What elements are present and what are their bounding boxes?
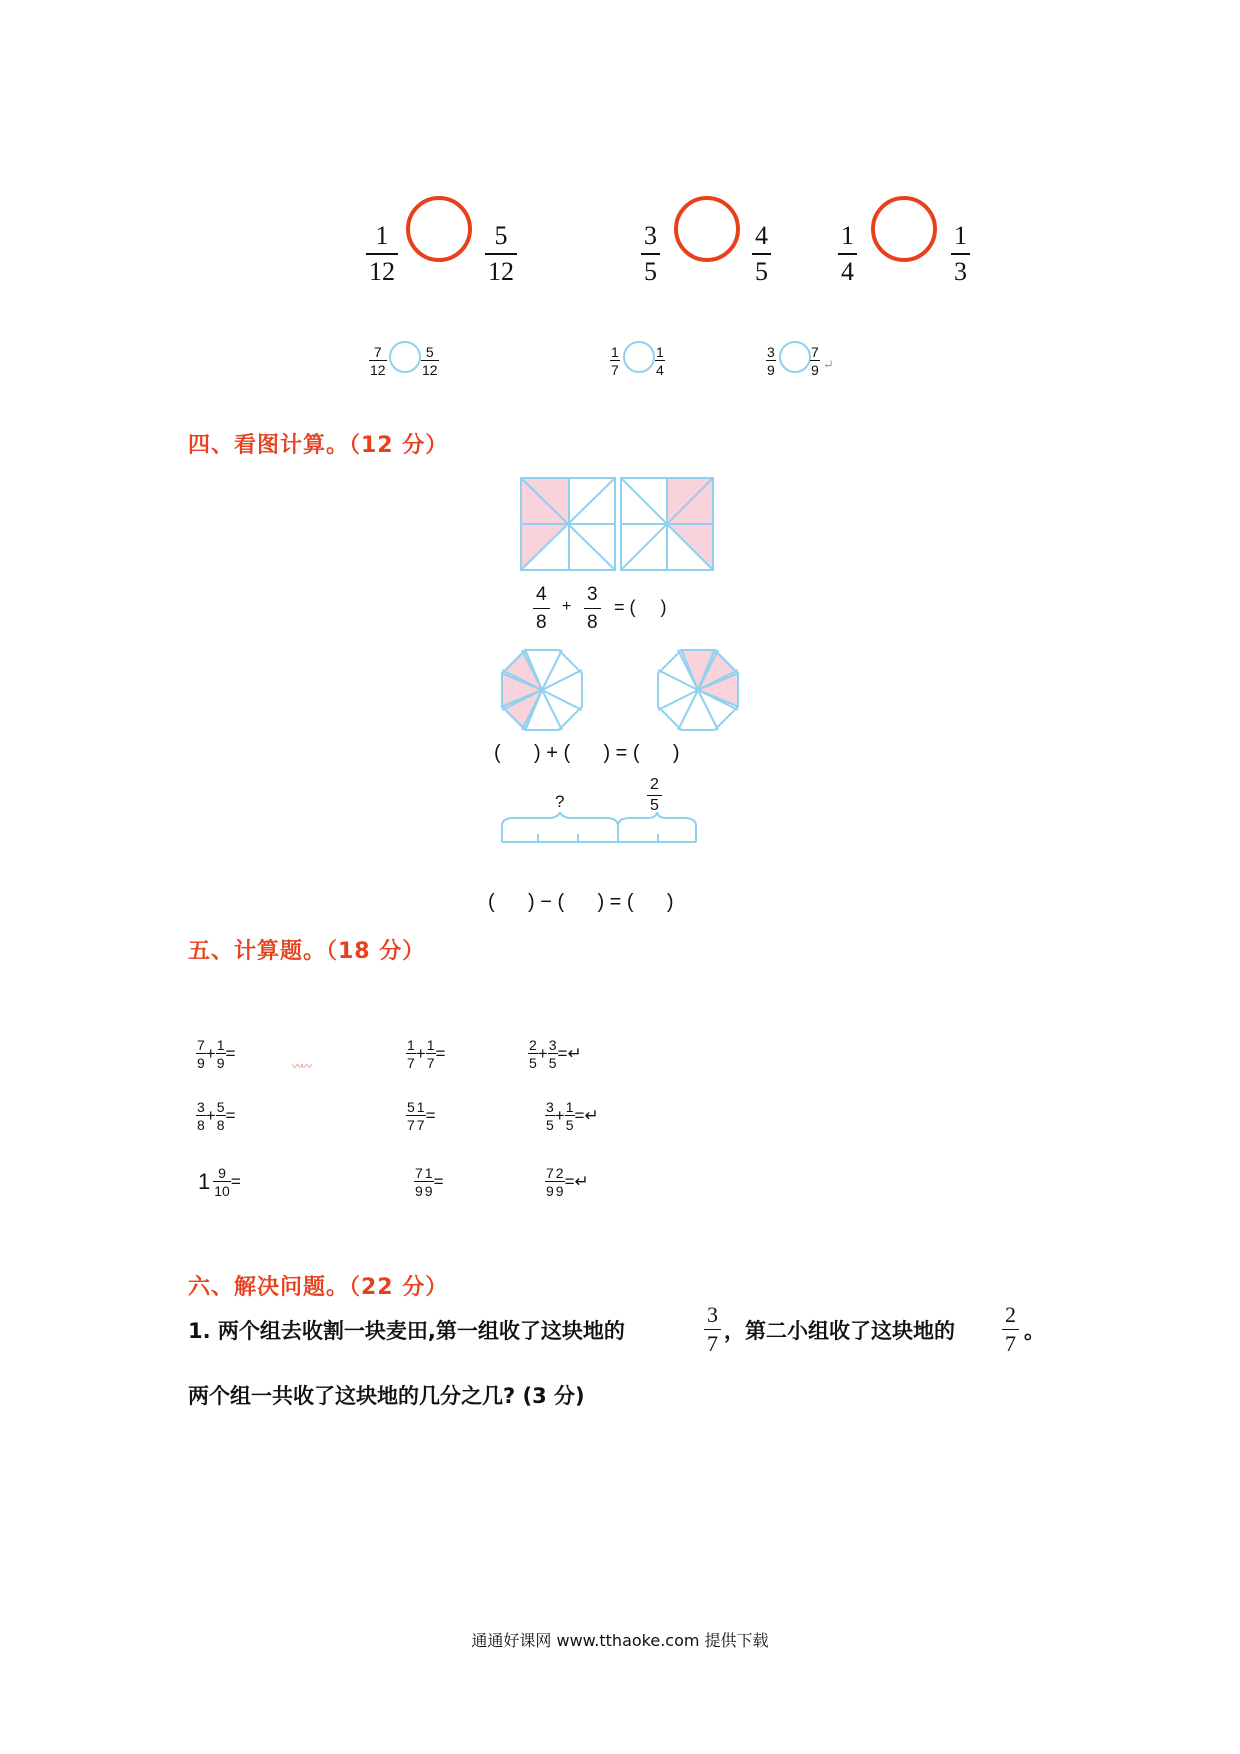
- calc-expression: $\frac{1}{7}$ + $\frac{1}{7}$ =: [407, 1037, 446, 1071]
- fraction: 5 12: [422, 344, 438, 378]
- calc-expression: $\frac{7}{9}$ $\frac{1}{9}$ =: [415, 1165, 444, 1199]
- fraction: 3 5: [641, 223, 660, 285]
- equation-2[interactable]: ( ) + ( ) = ( ): [494, 742, 680, 764]
- section-heading: 六、解决问题。（22 分）: [188, 1275, 449, 1300]
- footer-text: 通通好课网 www.tthaoke.com 提供下载: [471, 1631, 769, 1650]
- fraction: 4 5: [752, 223, 771, 285]
- calc-expression: $\frac{5}{7}$ $\frac{1}{7}$ =: [407, 1099, 436, 1133]
- spellcheck-squiggle: 〰〰: [292, 1061, 310, 1073]
- rectangle-fraction-diagram: [519, 476, 715, 572]
- fraction: 4 8: [533, 585, 550, 632]
- section-heading: 五、计算题。（18 分）: [188, 939, 426, 964]
- fraction: 5 12: [485, 223, 517, 285]
- compare-circle[interactable]: [406, 196, 472, 262]
- calc-expression: $\frac{3}{8}$ + $\frac{5}{8}$ =: [197, 1099, 236, 1133]
- compare-circle[interactable]: [623, 341, 655, 373]
- compare-circle[interactable]: [674, 196, 740, 262]
- fraction: 2 7: [1002, 1304, 1019, 1355]
- fraction: 7 12: [370, 344, 386, 378]
- equation-3[interactable]: ( ) − ( ) = ( ): [488, 891, 674, 913]
- fraction: 1 3: [951, 223, 970, 285]
- question-mark: ?: [555, 792, 565, 811]
- octagon-fraction-diagram: [497, 645, 747, 737]
- calc-expression: 1 $\frac{9}{10}$ =: [198, 1165, 241, 1199]
- compare-circle[interactable]: [871, 196, 937, 262]
- compare-circle[interactable]: [389, 341, 421, 373]
- calc-expression: $\frac{7}{9}$ $\frac{2}{9}$ =↵: [546, 1165, 589, 1199]
- fraction: 1 4: [838, 223, 857, 285]
- fraction: 1 7: [611, 344, 619, 378]
- fraction: 7 9: [811, 344, 819, 378]
- fraction: 3 8: [584, 585, 601, 632]
- compare-circle[interactable]: [779, 341, 811, 373]
- section-heading: 四、看图计算。（12 分）: [188, 433, 449, 458]
- calc-expression: $\frac{3}{5}$ + $\frac{1}{5}$ =↵: [546, 1099, 599, 1133]
- calc-expression: $\frac{2}{5}$ + $\frac{3}{5}$ =↵: [529, 1037, 582, 1071]
- fraction: 2 5: [647, 777, 662, 814]
- answer-blank[interactable]: = ( ): [614, 597, 667, 617]
- return-mark: ↵: [823, 358, 834, 373]
- fraction: 1 12: [366, 223, 398, 285]
- fraction: 1 4: [656, 344, 664, 378]
- calc-expression: $\frac{7}{9}$ + $\frac{1}{9}$ =: [197, 1037, 236, 1071]
- brace-line: [500, 812, 700, 846]
- fraction: 3 7: [704, 1304, 721, 1355]
- fraction: 3 9: [767, 344, 775, 378]
